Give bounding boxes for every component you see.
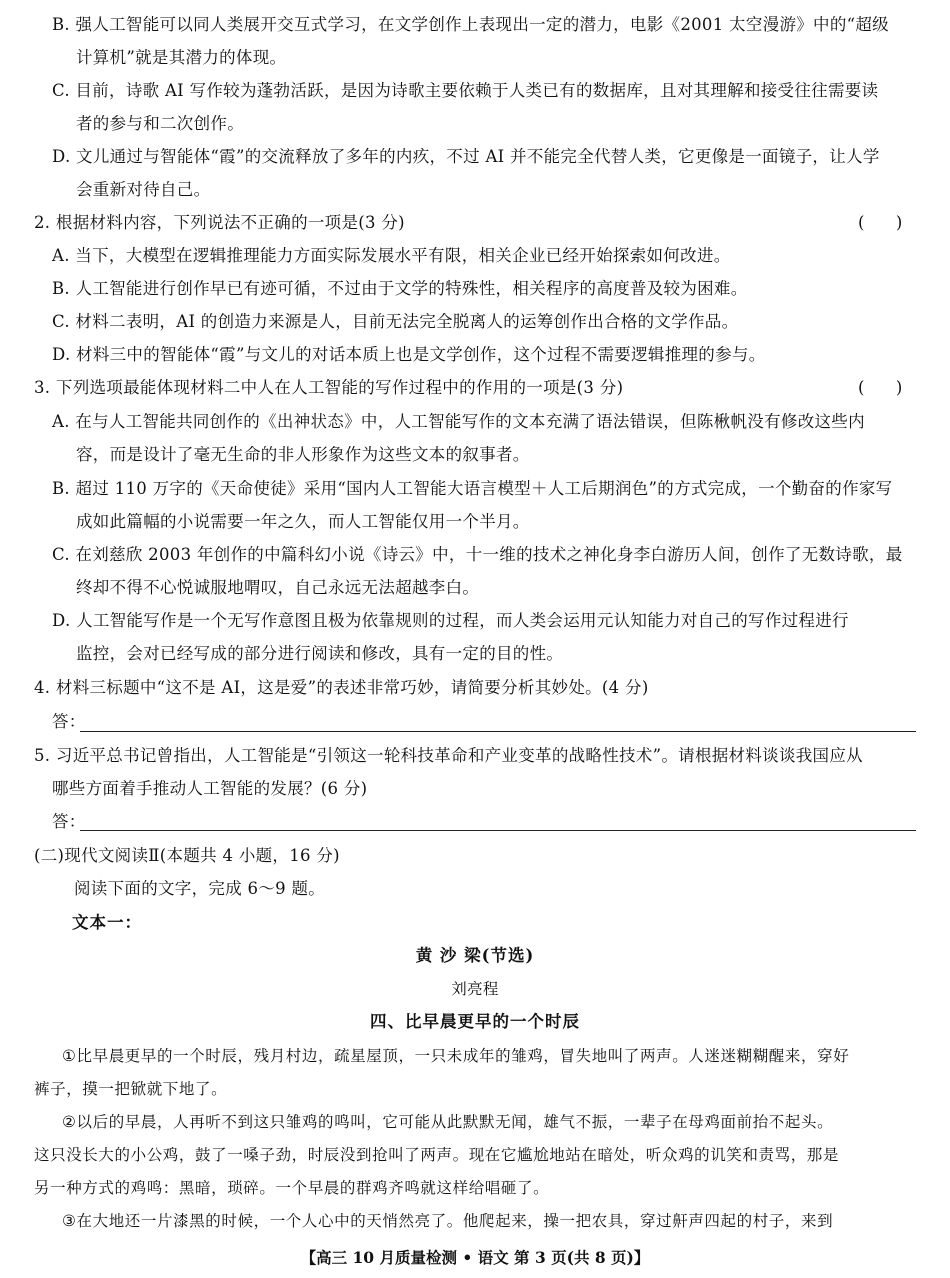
passage-author: 刘亮程 [451,980,499,998]
q1-option-c-line1: C. 目前，诗歌 AI 写作较为蓬勃活跃，是因为诗歌主要依赖于人类已有的数据库，且对其理解和接受往往需要读 [52,81,879,100]
q3-answer-paren[interactable]: ( ) [858,378,903,397]
q5-answer-label: 答： [52,812,86,831]
q1-option-b-line2: 计算机”就是其潜力的体现。 [76,48,287,67]
q1-option-d-line1: D. 文儿通过与智能体“霞”的交流释放了多年的内疚，不过 AI 并不能完全代替人类，它更像是一面镜子，让人学 [52,147,880,166]
section2-heading: (二)现代文阅读Ⅱ(本题共 4 小题，16 分) [34,846,340,865]
q2-stem: 2. 根据材料内容，下列说法不正确的一项是(3 分) [34,213,405,232]
q4-stem: 4. 材料三标题中“这不是 AI，这是爱”的表述非常巧妙，请简要分析其妙处。(4 分) [34,678,649,697]
q2-answer-paren[interactable]: ( ) [858,213,903,232]
q2-option-c: C. 材料二表明，AI 的创造力来源是人，目前无法完全脱离人的运筹创作出合格的文学作品。 [52,312,739,331]
paragraph-2-line3: 另一种方式的鸡鸣：黑暗，琐碎。一个早晨的群鸡齐鸣就这样给唱砸了。 [34,1179,550,1197]
passage-title: 黄 沙 梁(节选) [415,946,535,965]
q5-answer-line[interactable] [80,830,916,831]
q2-option-b: B. 人工智能进行创作早已有迹可循，不过由于文学的特殊性，相关程序的高度普及较为困难。 [52,279,748,298]
q3-option-a-line2: 容，而是设计了毫无生命的非人形象作为这些文本的叙事者。 [76,445,530,464]
paragraph-1-line1: ①比早晨更早的一个时辰，残月村边，疏星屋顶，一只未成年的雏鸡，冒失地叫了两声。人迷迷糊糊醒来，穿好 [62,1047,850,1065]
q5-stem-line1: 5. 习近平总书记曾指出，人工智能是“引领这一轮科技革命和产业变革的战略性技术”。请根据材料谈谈我国应从 [34,746,863,765]
q4-answer-line[interactable] [80,731,916,732]
q1-option-b-line1: B. 强人工智能可以同人类展开交互式学习，在文学创作上表现出一定的潜力，电影《2001 太空漫游》中的“超级 [52,15,889,34]
q2-option-d: D. 材料三中的智能体“霞”与文儿的对话本质上也是文学创作，这个过程不需要逻辑推理的参与。 [52,345,766,364]
q1-option-c-line2: 者的参与和二次创作。 [76,114,244,133]
q3-stem: 3. 下列选项最能体现材料二中人在人工智能的写作过程中的作用的一项是(3 分) [34,378,624,397]
paragraph-1-line2: 裤子，摸一把锨就下地了。 [34,1080,228,1098]
section2-instruction: 阅读下面的文字，完成 6～9 题。 [74,879,326,898]
q2-option-a: A. 当下，大模型在逻辑推理能力方面实际发展水平有限，相关企业已经开始探索如何改进。 [52,246,731,265]
q1-option-d-line2: 会重新对待自己。 [76,180,211,199]
q3-option-b-line1: B. 超过 110 万字的《天命使徒》采用“国内人工智能大语言模型＋人工后期润色”的方式完成，一个勤奋的作家写 [52,479,893,498]
text-one-label: 文本一： [72,913,142,932]
q3-option-c-line2: 终却不得不心悦诚服地喟叹，自己永远无法超越李白。 [76,578,480,597]
paragraph-3-line1: ③在大地还一片漆黑的时候，一个人心中的天悄然亮了。他爬起来，操一把农具，穿过鼾声四起的村子，来到 [62,1212,834,1230]
paragraph-2-line2: 这只没长大的小公鸡，鼓了一嗓子劲，时辰没到抢叫了两声。现在它尴尬地站在暗处，听众鸡的讥笑和责骂，那是 [34,1146,840,1164]
page-footer: 【高三 10 月质量检测 • 语文 第 3 页(共 8 页)】 [300,1248,650,1267]
q3-option-d-line1: D. 人工智能写作是一个无写作意图且极为依靠规则的过程，而人类会运用元认知能力对自己的写作过程进行 [52,611,849,630]
q4-answer-label: 答： [52,712,86,731]
q5-stem-line2: 哪些方面着手推动人工智能的发展？(6 分) [52,779,368,798]
q3-option-b-line2: 成如此篇幅的小说需要一年之久，而人工智能仅用一个半月。 [76,512,530,531]
passage-subtitle: 四、比早晨更早的一个时辰 [370,1012,580,1031]
paragraph-2-line1: ②以后的早晨，人再听不到这只雏鸡的鸣叫，它可能从此默默无闻，雄气不振，一辈子在母鸡面前抬不起头。 [62,1113,834,1131]
q3-option-c-line1: C. 在刘慈欣 2003 年创作的中篇科幻小说《诗云》中，十一维的技术之神化身李白游历人间，创作了无数诗歌，最 [52,545,903,564]
q3-option-a-line1: A. 在与人工智能共同创作的《出神状态》中，人工智能写作的文本充满了语法错误，但陈楸帆没有修改这些内 [52,412,865,431]
q3-option-d-line2: 监控，会对已经写成的部分进行阅读和修改，具有一定的目的性。 [76,644,564,663]
